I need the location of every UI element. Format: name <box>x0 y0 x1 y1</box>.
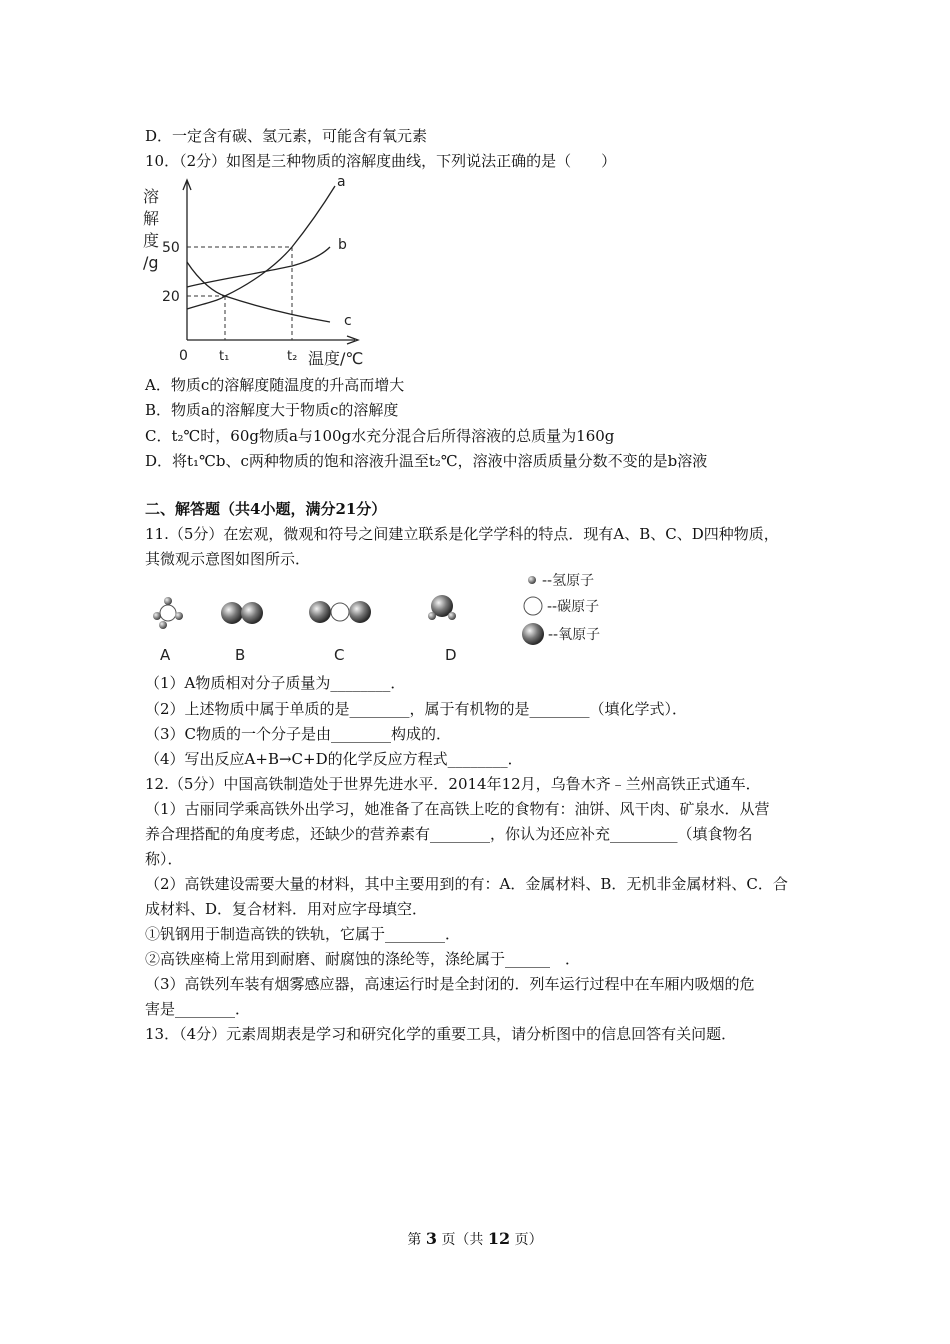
q11-part-4: （4）写出反应A+B→C+D的化学反应方程式________． <box>145 750 523 768</box>
solubility-chart <box>140 172 380 372</box>
q12-item-1: ①钒钢用于制造高铁的铁轨，它属于________． <box>145 925 461 943</box>
molecule-c <box>309 601 371 623</box>
y-label-char-3: 度 <box>143 231 160 250</box>
curve-b-label: b <box>338 237 347 253</box>
ytick-20: 20 <box>162 289 180 305</box>
footer-total: 12 <box>487 1229 511 1248</box>
curve-c <box>187 262 330 322</box>
y-label-char-1: 溶 <box>143 187 160 206</box>
x-axis-label: 温度/℃ <box>308 349 364 368</box>
atom-legend <box>522 573 600 645</box>
y-label-char-4: /g <box>143 253 159 272</box>
option-b: B．物质a的溶解度大于物质c的溶解度 <box>145 401 399 419</box>
footer-page: 3 <box>425 1229 437 1248</box>
label-a: A <box>160 646 171 664</box>
y-axis-label <box>143 187 159 272</box>
molecule-b <box>221 602 263 624</box>
question-11: 11.（5分）在宏观，微观和符号之间建立联系是化学学科的特点．现有A、B、C、D四种物质， <box>145 525 779 543</box>
curve-b <box>187 247 330 287</box>
origin-label: 0 <box>179 348 188 364</box>
q11-part-3: （3）C物质的一个分子是由________构成的． <box>145 725 452 743</box>
label-d: D <box>445 646 457 664</box>
q12-item-2: ②高铁座椅上常用到耐磨、耐腐蚀的涤纶等，涤纶属于______ ． <box>145 950 581 968</box>
question-11-cont: 其微观示意图如图所示． <box>145 550 311 568</box>
page-footer <box>0 1229 950 1249</box>
section-heading: 二、解答题（共4小题，满分21分） <box>145 500 387 518</box>
footer-post: 页） <box>514 1232 543 1248</box>
q12-part-3: （3）高铁列车装有烟雾感应器，高速运行时是全封闭的．列车运行过程中在车厢内吸烟的危 <box>145 975 755 993</box>
q12-part-1: （1）古丽同学乘高铁外出学习，她准备了在高铁上吃的食物有：油饼、风干肉、矿泉水．从营 <box>145 800 770 818</box>
molecule-d <box>428 595 456 620</box>
q12-part-2: （2）高铁建设需要大量的材料，其中主要用到的有：A．金属材料、B．无机非金属材料、C．合 <box>145 875 788 893</box>
q12-part-2-cont: 成材料、D．复合材料．用对应字母填空． <box>145 900 428 918</box>
question-13: 13．（4分）元素周期表是学习和研究化学的重要工具，请分析图中的信息回答有关问题． <box>145 1025 737 1043</box>
q12-part-1-cont2: 称）． <box>145 850 183 868</box>
legend-oxygen: --氧原子 <box>548 627 601 643</box>
option-d: D．将t₁℃b、c两种物质的饱和溶液升温至t₂℃，溶液中溶质质量分数不变的是b溶液 <box>145 452 708 470</box>
xtick-t1: t₁ <box>219 349 230 364</box>
xtick-t2: t₂ <box>287 349 298 364</box>
oxygen-atom-icon <box>522 623 544 645</box>
y-label-char-2: 解 <box>143 209 160 228</box>
q12-part-1-cont: 养合理搭配的角度考虑，还缺少的营养素有________，你认为还应补充_________（填食物名 <box>145 825 753 843</box>
curve-a-label: a <box>337 174 346 190</box>
q11-part-1: （1）A物质相对分子质量为________． <box>145 674 406 692</box>
legend-carbon: --碳原子 <box>547 599 600 615</box>
label-b: B <box>235 646 246 664</box>
ytick-50: 50 <box>162 240 180 256</box>
footer-pre: 第 <box>407 1232 422 1248</box>
curve-c-label: c <box>344 313 352 329</box>
molecule-a <box>153 597 183 629</box>
option-d-prev: D．一定含有碳、氢元素，可能含有氧元素 <box>145 127 428 145</box>
option-c: C．t₂℃时，60g物质a与100g水充分混合后所得溶液的总质量为160g <box>145 427 615 445</box>
label-c: C <box>334 646 345 664</box>
carbon-atom-icon <box>524 597 542 615</box>
legend-hydrogen: --氢原子 <box>542 573 595 589</box>
molecule-diagram <box>140 570 630 670</box>
footer-mid: 页（共 <box>441 1232 484 1248</box>
question-10: 10．（2分）如图是三种物质的溶解度曲线，下列说法正确的是（ ） <box>145 152 617 170</box>
question-12: 12.（5分）中国高铁制造处于世界先进水平．2014年12月，乌鲁木齐﹣兰州高铁正式通车． <box>145 775 761 793</box>
option-a: A．物质c的溶解度随温度的升高而增大 <box>145 376 405 394</box>
q11-part-2: （2）上述物质中属于单质的是________，属于有机物的是________（填化学式）． <box>145 700 688 718</box>
hydrogen-atom-icon <box>528 576 536 584</box>
q12-part-3-cont: 害是________． <box>145 1000 251 1018</box>
